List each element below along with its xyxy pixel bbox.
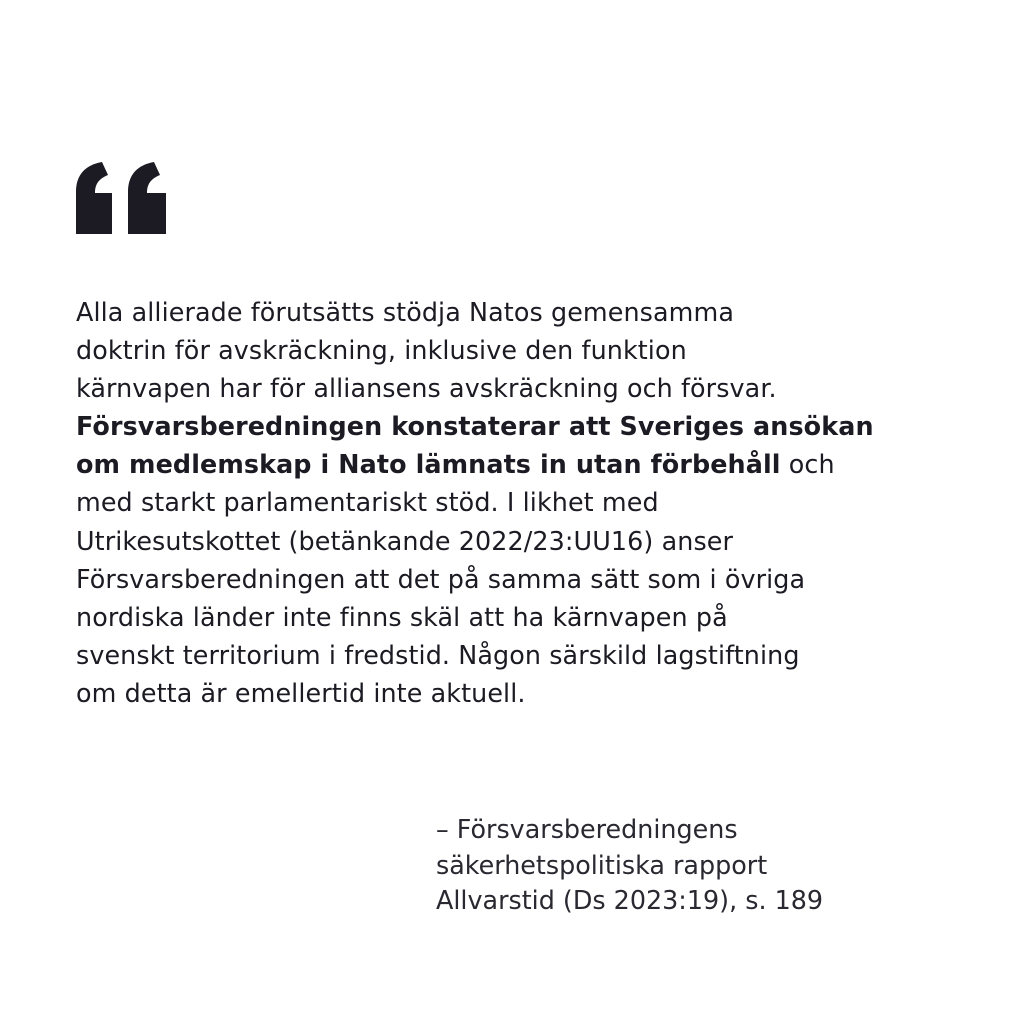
quote-line: med starkt parlamentariskt stöd. I likhet med xyxy=(76,487,659,518)
quote-line: Utrikesutskottet (betänkande 2022/23:UU16) anser xyxy=(76,525,734,556)
quotation-mark-icon xyxy=(76,162,168,234)
quote-line: svenskt territorium i fredstid. Någon särskild lagstiftning xyxy=(76,639,800,670)
quote-line: Alla allierade förutsätts stödja Natos gemensamma xyxy=(76,297,734,327)
quote-line: nordiska länder inte finns skäl att ha kärnvapen på xyxy=(76,601,728,632)
quote-body xyxy=(76,293,976,712)
quote-line: om detta är emellertid inte aktuell. xyxy=(76,677,526,708)
quote-line-continuation: och xyxy=(780,449,835,480)
quote-line-bold: om medlemskap i Nato lämnats in utan förbehåll xyxy=(76,449,781,480)
quote-attribution xyxy=(436,812,996,919)
attribution-line: – Försvarsberedningens xyxy=(436,814,738,844)
quote-line: kärnvapen har för alliansens avskräckning och försvar. xyxy=(76,373,777,404)
quote-line: doktrin för avskräckning, inklusive den funktion xyxy=(76,335,687,366)
quote-line: Försvarsberedningen att det på samma sätt som i övriga xyxy=(76,563,806,594)
attribution-line: säkerhetspolitiska rapport xyxy=(436,849,768,880)
quote-line-bold: Försvarsberedningen konstaterar att Sveriges ansökan xyxy=(76,411,874,442)
attribution-line: Allvarstid (Ds 2023:19), s. 189 xyxy=(436,885,824,915)
